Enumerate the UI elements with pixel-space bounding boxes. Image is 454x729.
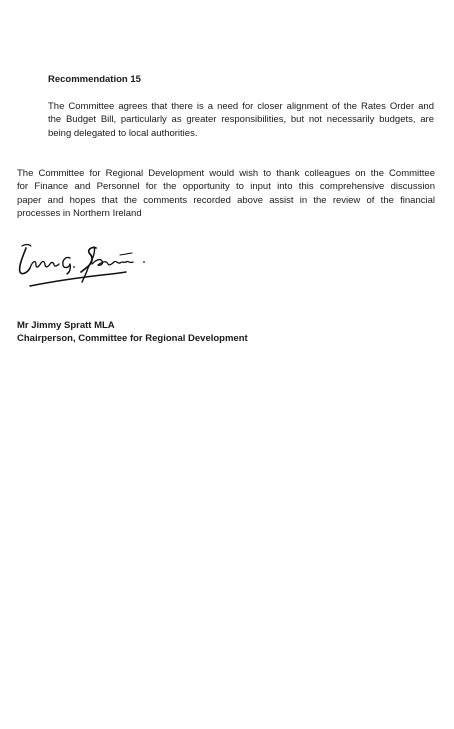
recommendation-line: being delegated to local authorities. — [48, 127, 198, 139]
closing-paragraph — [17, 167, 435, 220]
handwritten-signature — [12, 238, 152, 294]
recommendation-heading: Recommendation 15 — [48, 74, 141, 85]
recommendation-text — [48, 100, 434, 140]
recommendation-line: the Budget Bill, particularly as greater responsibilities, but not necessarily budgets, are — [48, 114, 434, 126]
recommendation-line: The Committee agrees that there is a need for closer alignment of the Rates Order and — [48, 101, 434, 112]
closing-line: processes in Northern Ireland — [17, 207, 142, 219]
signatory-name: Mr Jimmy Spratt MLA — [17, 320, 115, 331]
signatory-role: Chairperson, Committee for Regional Development — [17, 333, 248, 344]
closing-line: The Committee for Regional Development would wish to thank colleagues on the Committee — [17, 168, 435, 179]
closing-line: for Finance and Personnel for the opportunity to input into this comprehensive discussion — [17, 181, 435, 193]
closing-line: paper and hopes that the comments recorded above assist in the review of the financial — [17, 194, 435, 206]
